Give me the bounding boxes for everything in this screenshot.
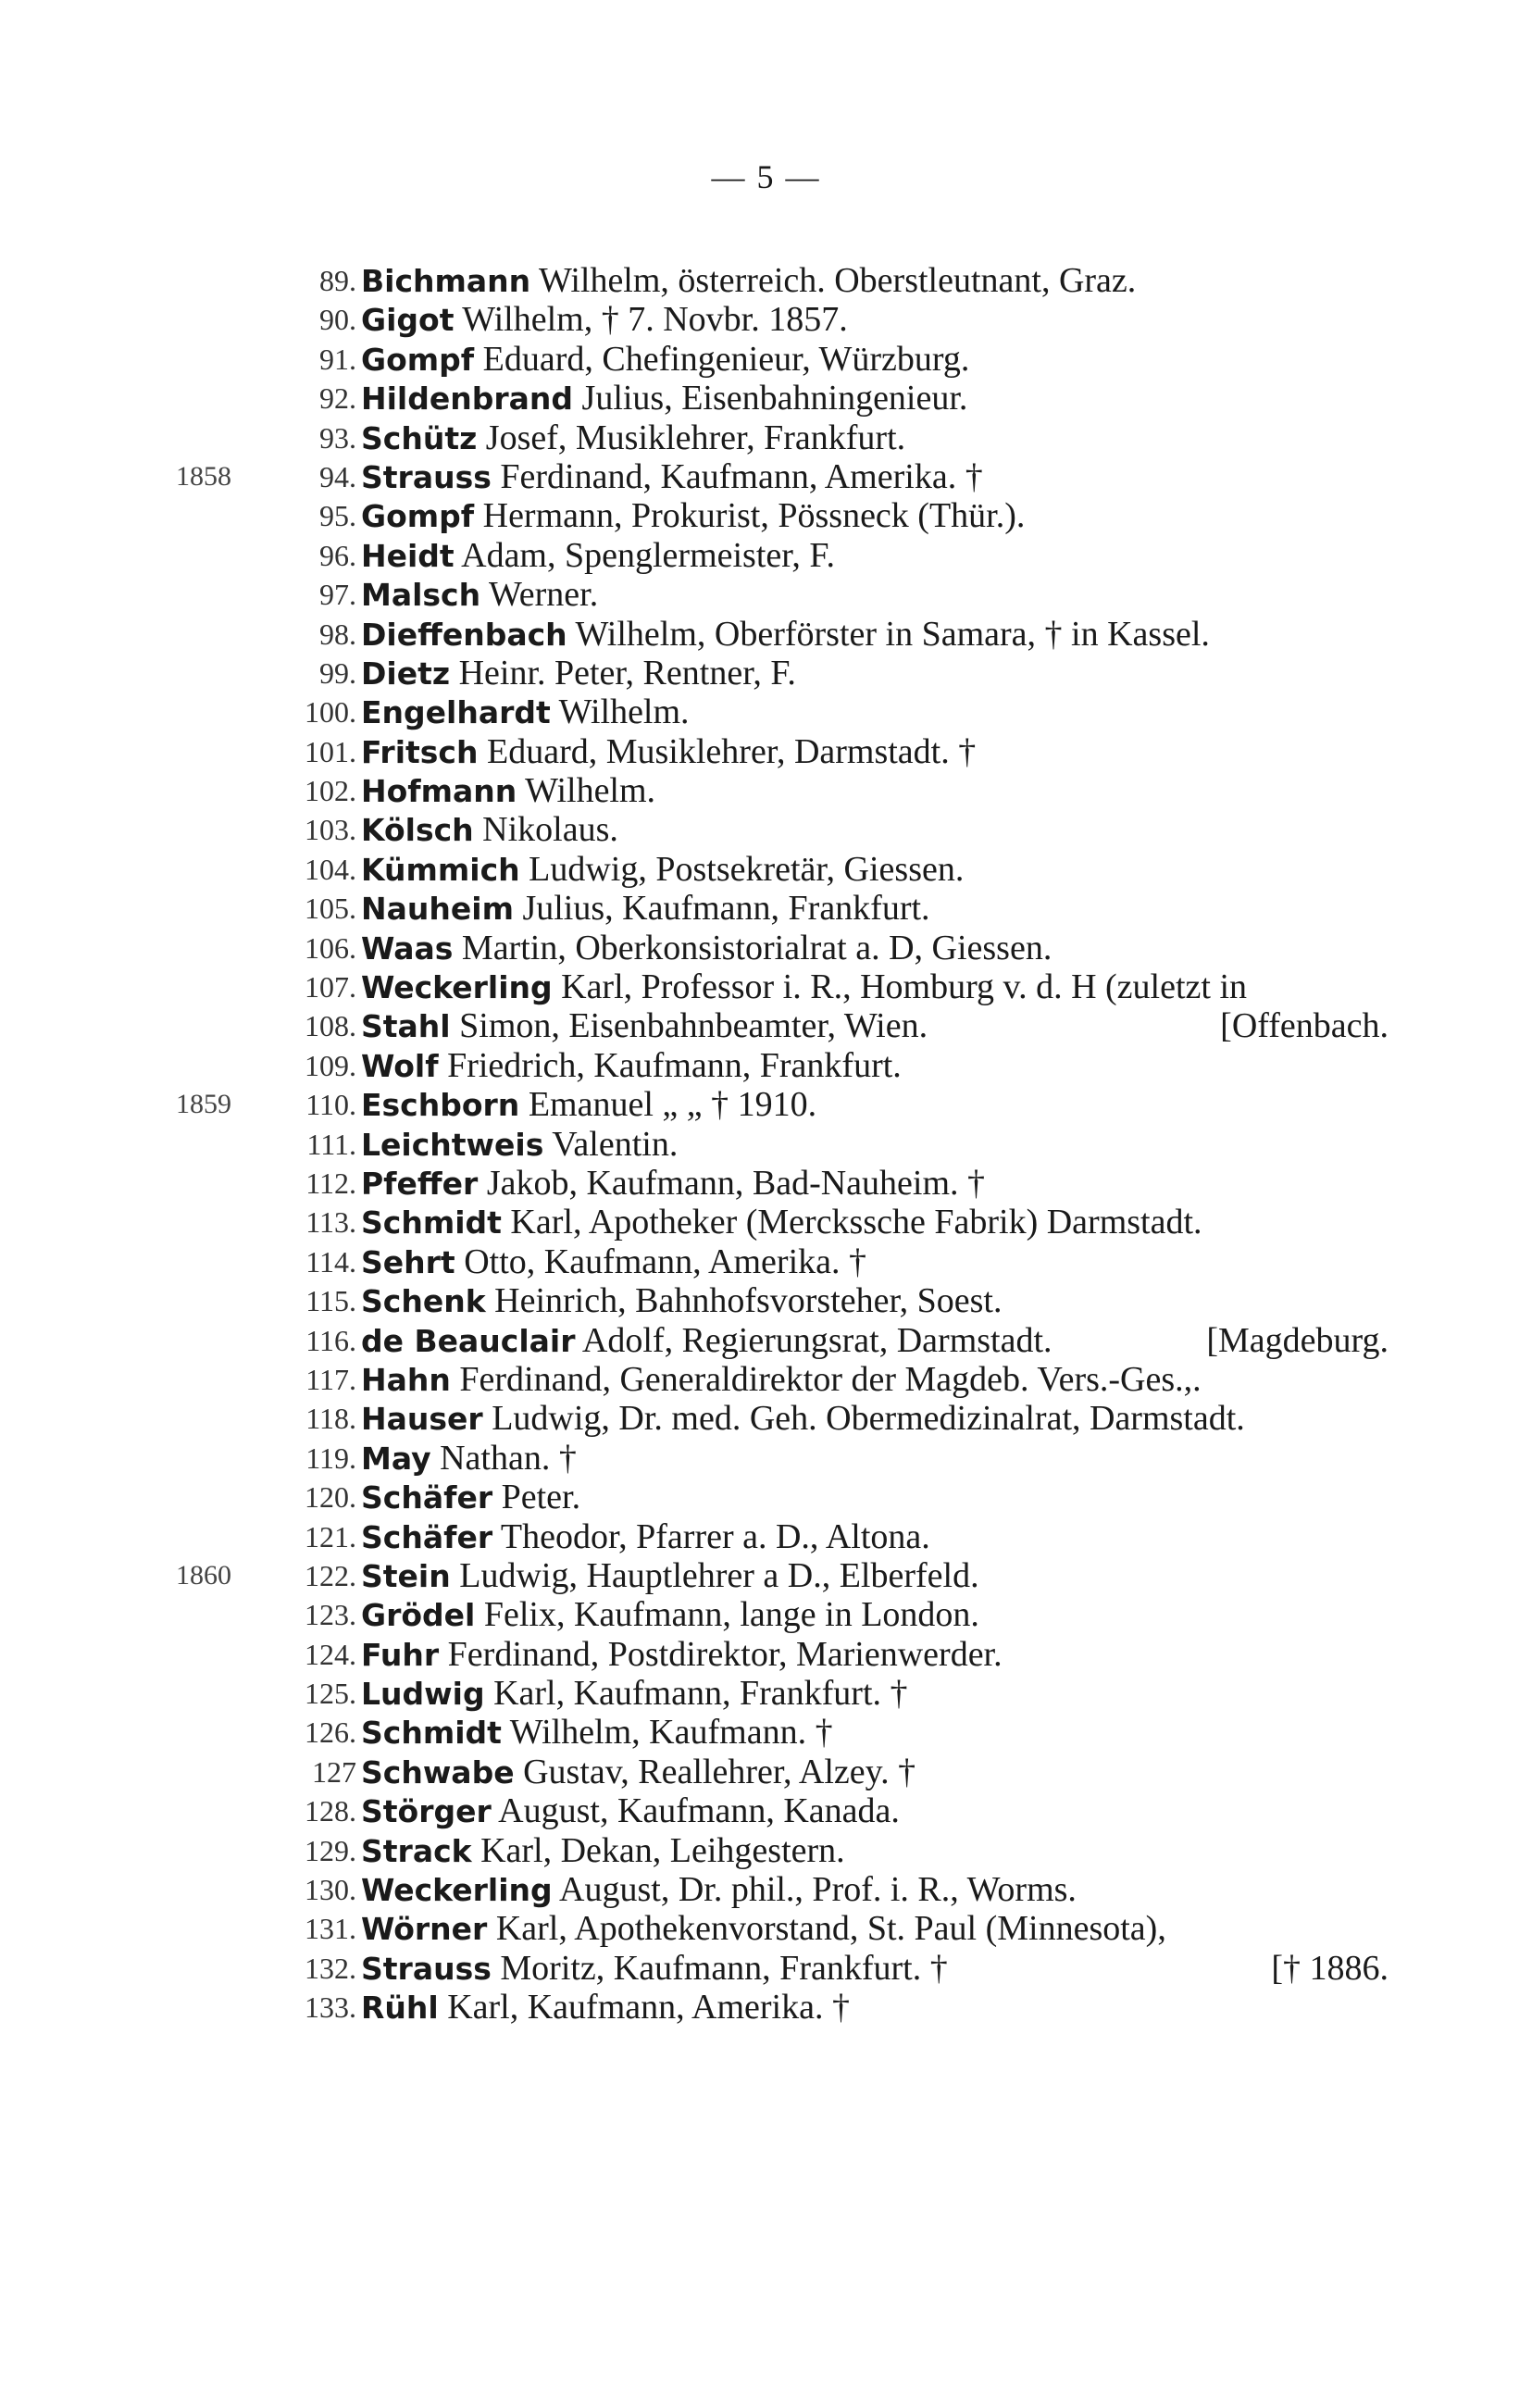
entry-surname: Gompf: [361, 498, 475, 535]
entry-details: Wilhelm.: [550, 692, 690, 732]
list-item: [0, 340, 1532, 379]
entry-number: 110.: [305, 1088, 356, 1122]
entry-number: 90.: [319, 303, 356, 337]
entry-text: [361, 1281, 1407, 1321]
list-item: [0, 457, 1532, 496]
entry-number: 121.: [305, 1519, 356, 1553]
entry-text: [361, 1360, 1407, 1400]
entry-surname: Kümmich: [361, 851, 520, 888]
entry-text: [361, 1831, 1407, 1871]
entry-year: 1860: [176, 1559, 231, 1591]
list-item: [0, 1713, 1532, 1752]
list-item: [0, 967, 1532, 1006]
entry-surname: Gompf: [361, 341, 475, 378]
entry-number: 106.: [305, 930, 356, 965]
entry-details: Nathan. †: [430, 1438, 577, 1478]
entry-surname: Hofmann: [361, 773, 517, 810]
entry-number: 111.: [306, 1127, 356, 1161]
entry-number: 115.: [305, 1284, 356, 1318]
list-item: [0, 1988, 1532, 2027]
entry-text: [361, 536, 1407, 576]
list-item: [0, 1870, 1532, 1909]
entry-surname: Wörner: [361, 1911, 488, 1948]
entry-text: [361, 1046, 1407, 1086]
list-item: [0, 300, 1532, 339]
entry-details: Ludwig, Hauptlehrer a D., Elberfeld.: [450, 1555, 979, 1595]
entry-details: Otto, Kaufmann, Amerika. †: [455, 1241, 866, 1281]
list-item: [0, 261, 1532, 300]
list-item: [0, 1635, 1532, 1674]
entry-text: [361, 457, 1407, 497]
entry-surname: Schmidt: [361, 1204, 502, 1241]
entry-number: 113.: [305, 1205, 356, 1240]
entry-details: Valentin.: [543, 1124, 679, 1164]
entry-surname: Grödel: [361, 1597, 476, 1634]
entry-number: 130.: [305, 1873, 356, 1907]
entry-surname: Eschborn: [361, 1087, 520, 1124]
entry-surname: Strauss: [361, 458, 492, 495]
entry-year: 1858: [176, 460, 231, 492]
entry-number: 129.: [305, 1833, 356, 1867]
entry-surname: Stahl: [361, 1008, 451, 1045]
entry-number: 98.: [319, 617, 356, 651]
entry-details: Julius, Kaufmann, Frankfurt.: [513, 889, 930, 929]
entry-text: [361, 889, 1407, 929]
entry-text: [361, 340, 1407, 380]
entry-details: Heinr. Peter, Rentner, F.: [450, 653, 796, 692]
list-item: [0, 1399, 1532, 1438]
entry-details: Heinrich, Bahnhofsvorsteher, Soest.: [485, 1281, 1003, 1321]
list-item: [0, 654, 1532, 692]
list-item: [0, 1949, 1532, 1988]
entry-text: [361, 1674, 1407, 1714]
entry-number: 93.: [319, 420, 356, 455]
entry-number: 112.: [305, 1166, 356, 1200]
entry-number: 102.: [305, 774, 356, 808]
entry-surname: May: [361, 1440, 431, 1477]
entry-number: 118.: [305, 1402, 356, 1436]
list-item: [0, 1125, 1532, 1164]
entry-number: 99.: [319, 655, 356, 690]
entry-text: [361, 692, 1407, 732]
entry-text: [361, 1949, 1407, 1989]
entry-surname: Dieffenbach: [361, 616, 567, 653]
entry-surname: Dietz: [361, 655, 451, 692]
entry-surname: Hahn: [361, 1361, 451, 1398]
entry-number: 97.: [319, 578, 356, 612]
entry-number: 123.: [305, 1598, 356, 1632]
entry-text: [361, 1517, 1407, 1557]
entry-continuation-note: [† 1886.: [1271, 1948, 1389, 1988]
entry-text: [361, 1791, 1407, 1831]
list-item: [0, 536, 1532, 575]
entry-number: 108.: [305, 1009, 356, 1043]
entry-number: 89.: [319, 264, 356, 297]
entry-text: [361, 1556, 1407, 1596]
entry-number: 103.: [305, 813, 356, 847]
entry-number: 126.: [305, 1716, 356, 1750]
entry-surname: Gigot: [361, 302, 455, 339]
entry-surname: Fuhr: [361, 1636, 440, 1673]
list-item: [0, 418, 1532, 457]
entry-surname: Stein: [361, 1557, 451, 1594]
entry-surname: Schmidt: [361, 1715, 502, 1752]
page-number: — 5 —: [711, 158, 821, 195]
list-item: [0, 575, 1532, 614]
entry-surname: Schäfer: [361, 1479, 493, 1516]
entry-number: 128.: [305, 1794, 356, 1828]
entry-details: Martin, Oberkonsistorialrat a. D, Giessen.: [453, 928, 1052, 967]
entry-text: [361, 1909, 1407, 1949]
entry-number: 105.: [305, 892, 356, 926]
list-item: [0, 379, 1532, 418]
entry-surname: Leichtweis: [361, 1126, 544, 1163]
member-list: [0, 261, 1532, 2027]
entry-surname: Hauser: [361, 1401, 483, 1438]
entry-details: Wilhelm, Oberförster in Samara, † in Kassel.: [567, 614, 1210, 654]
entry-text: [361, 654, 1407, 693]
entry-text: [361, 850, 1407, 890]
entry-text: [361, 1164, 1407, 1204]
entry-details: Wilhelm, Kaufmann. †: [501, 1713, 833, 1753]
list-item: [0, 1321, 1532, 1360]
entry-number: 116.: [305, 1323, 356, 1357]
list-item: [0, 1281, 1532, 1320]
entry-number: 92.: [319, 381, 356, 416]
list-item: [0, 1831, 1532, 1870]
entry-surname: Kölsch: [361, 812, 474, 849]
list-item: [0, 810, 1532, 849]
list-item: [0, 1360, 1532, 1399]
list-item: [0, 1791, 1532, 1830]
list-item: [0, 1439, 1532, 1478]
entry-text: [361, 1203, 1407, 1242]
entry-details: Peter.: [492, 1478, 581, 1517]
entry-number: 127: [312, 1754, 356, 1789]
entry-text: [361, 496, 1407, 536]
list-item: [0, 1478, 1532, 1516]
entry-details: Karl, Apotheker (Merckssche Fabrik) Darmstadt.: [501, 1203, 1202, 1242]
entry-surname: Heidt: [361, 537, 455, 574]
entry-surname: Schenk: [361, 1283, 486, 1320]
entry-details: Adolf, Regierungsrat, Darmstadt.: [575, 1320, 1052, 1360]
list-item: [0, 929, 1532, 967]
entry-details: Hermann, Prokurist, Pössneck (Thür.).: [474, 496, 1026, 536]
list-item: [0, 1046, 1532, 1085]
list-item: [0, 1909, 1532, 1948]
entry-details: Felix, Kaufmann, lange in London.: [475, 1595, 979, 1635]
entry-details: Eduard, Musiklehrer, Darmstadt. †: [478, 731, 977, 771]
entry-number: 109.: [305, 1048, 356, 1082]
entry-text: [361, 1439, 1407, 1478]
entry-details: Josef, Musiklehrer, Frankfurt.: [477, 418, 906, 457]
entry-details: Wilhelm, österreich. Oberstleutnant, Graz.: [530, 261, 1137, 300]
entry-details: Karl, Dekan, Leihgestern.: [471, 1830, 845, 1870]
entry-details: Ludwig, Postsekretär, Giessen.: [519, 849, 965, 889]
entry-details: Ferdinand, Kaufmann, Amerika. †: [491, 456, 983, 496]
entry-number: 133.: [305, 1990, 356, 2025]
entry-details: Gustav, Reallehrer, Alzey. †: [514, 1752, 916, 1791]
list-item: [0, 1753, 1532, 1791]
list-item: [0, 1556, 1532, 1595]
entry-surname: Waas: [361, 930, 454, 967]
entry-number: 114.: [305, 1244, 356, 1279]
entry-surname: Rühl: [361, 1990, 439, 2027]
entry-text: [361, 732, 1407, 772]
entry-surname: Malsch: [361, 577, 481, 614]
list-item: [0, 1674, 1532, 1713]
entry-details: Ferdinand, Generaldirektor der Magdeb. Vers.-Ges.,.: [450, 1359, 1202, 1399]
entry-text: [361, 1988, 1407, 2027]
entry-details: August, Dr. phil., Prof. i. R., Worms.: [552, 1870, 1077, 1910]
entry-text: [361, 810, 1407, 850]
list-item: [0, 1006, 1532, 1045]
list-item: [0, 1242, 1532, 1281]
entry-surname: Engelhardt: [361, 694, 551, 731]
entry-number: 117.: [305, 1362, 356, 1396]
entry-surname: Strack: [361, 1832, 472, 1869]
entry-text: [361, 1870, 1407, 1910]
entry-surname: Fritsch: [361, 733, 479, 770]
entry-number: 125.: [305, 1677, 356, 1711]
entry-details: Julius, Eisenbahningenieur.: [573, 379, 968, 418]
entry-details: Moritz, Kaufmann, Frankfurt. †: [491, 1948, 948, 1988]
list-item: [0, 889, 1532, 928]
entry-surname: Pfeffer: [361, 1165, 479, 1202]
entry-text: [361, 1635, 1407, 1675]
entry-surname: Hildenbrand: [361, 381, 574, 418]
list-item: [0, 1517, 1532, 1556]
entry-surname: Störger: [361, 1793, 492, 1830]
entry-details: Werner.: [480, 575, 599, 615]
entry-text: [361, 929, 1407, 968]
list-item: [0, 1164, 1532, 1203]
list-item: [0, 732, 1532, 771]
entry-surname: Schwabe: [361, 1753, 515, 1790]
entry-surname: Bichmann: [361, 263, 531, 299]
entry-text: [361, 615, 1407, 655]
entry-text: [361, 1242, 1407, 1282]
list-item: [0, 771, 1532, 810]
entry-details: Jakob, Kaufmann, Bad-Nauheim. †: [478, 1163, 986, 1203]
list-item: [0, 1203, 1532, 1241]
entry-continuation-note: [Offenbach.: [1220, 1006, 1389, 1046]
entry-surname: Schäfer: [361, 1518, 493, 1555]
entry-details: Wilhelm, † 7. Novbr. 1857.: [454, 300, 848, 340]
entry-details: Theodor, Pfarrer a. D., Altona.: [492, 1516, 930, 1556]
entry-details: Ludwig, Dr. med. Geh. Obermedizinalrat, Darmstadt.: [482, 1399, 1245, 1439]
entry-surname: Strauss: [361, 1950, 492, 1987]
entry-text: [361, 379, 1407, 418]
list-item: [0, 850, 1532, 889]
entry-continuation-note: [Magdeburg.: [1206, 1320, 1389, 1360]
list-item: [0, 692, 1532, 731]
entry-text: [361, 300, 1407, 340]
entry-text: [361, 1713, 1407, 1753]
entry-text: [361, 1595, 1407, 1635]
entry-number: 119.: [305, 1441, 356, 1475]
entry-year: 1859: [176, 1089, 231, 1120]
entry-text: [361, 1753, 1407, 1792]
entry-details: Karl, Kaufmann, Amerika. †: [438, 1988, 850, 2027]
entry-details: Nikolaus.: [473, 810, 618, 850]
entry-number: 91.: [319, 342, 356, 376]
entry-number: 131.: [305, 1912, 356, 1946]
entry-number: 101.: [305, 734, 356, 768]
entry-details: Simon, Eisenbahnbeamter, Wien.: [450, 1006, 928, 1046]
entry-text: [361, 418, 1407, 458]
entry-details: Eduard, Chefingenieur, Würzburg.: [474, 339, 970, 379]
entry-surname: Weckerling: [361, 969, 553, 1006]
entry-surname: de Beauclair: [361, 1322, 576, 1359]
entry-text: [361, 1085, 1407, 1125]
entry-text: [361, 1399, 1407, 1439]
entry-number: 100.: [305, 695, 356, 730]
entry-text: [361, 1125, 1407, 1165]
entry-number: 132.: [305, 1951, 356, 1985]
entry-surname: Sehrt: [361, 1243, 455, 1280]
list-item: [0, 1085, 1532, 1124]
entry-number: 124.: [305, 1637, 356, 1671]
entry-details: Karl, Apothekenvorstand, St. Paul (Minnesota),: [487, 1909, 1166, 1949]
entry-surname: Wolf: [361, 1047, 439, 1084]
entry-number: 107.: [305, 970, 356, 1004]
entry-details: Karl, Kaufmann, Frankfurt. †: [484, 1674, 908, 1714]
entry-surname: Weckerling: [361, 1872, 553, 1909]
entry-details: Karl, Professor i. R., Homburg v. d. H (zuletzt in: [552, 967, 1248, 1007]
entry-surname: Ludwig: [361, 1676, 485, 1713]
entry-number: 96.: [319, 538, 356, 572]
entry-surname: Schütz: [361, 419, 478, 456]
entry-details: Emanuel „ „ † 1910.: [519, 1085, 817, 1125]
entry-number: 95.: [319, 499, 356, 533]
entry-number: 104.: [305, 852, 356, 886]
list-item: [0, 615, 1532, 654]
entry-details: Adam, Spenglermeister, F.: [454, 535, 835, 575]
list-item: [0, 496, 1532, 535]
entry-details: August, Kaufmann, Kanada.: [491, 1791, 900, 1831]
list-item: [0, 1595, 1532, 1634]
entry-surname: Nauheim: [361, 891, 514, 928]
entry-number: 94.: [319, 459, 356, 493]
entry-text: [361, 967, 1407, 1007]
entry-text: [361, 261, 1407, 301]
entry-number: 122.: [305, 1558, 356, 1592]
entry-number: 120.: [305, 1480, 356, 1515]
entry-text: [361, 1478, 1407, 1517]
entry-text: [361, 771, 1407, 811]
entry-details: Wilhelm.: [517, 771, 656, 811]
entry-details: Ferdinand, Postdirektor, Marienwerder.: [439, 1634, 1003, 1674]
entry-text: [361, 575, 1407, 615]
entry-details: Friedrich, Kaufmann, Frankfurt.: [438, 1045, 902, 1085]
